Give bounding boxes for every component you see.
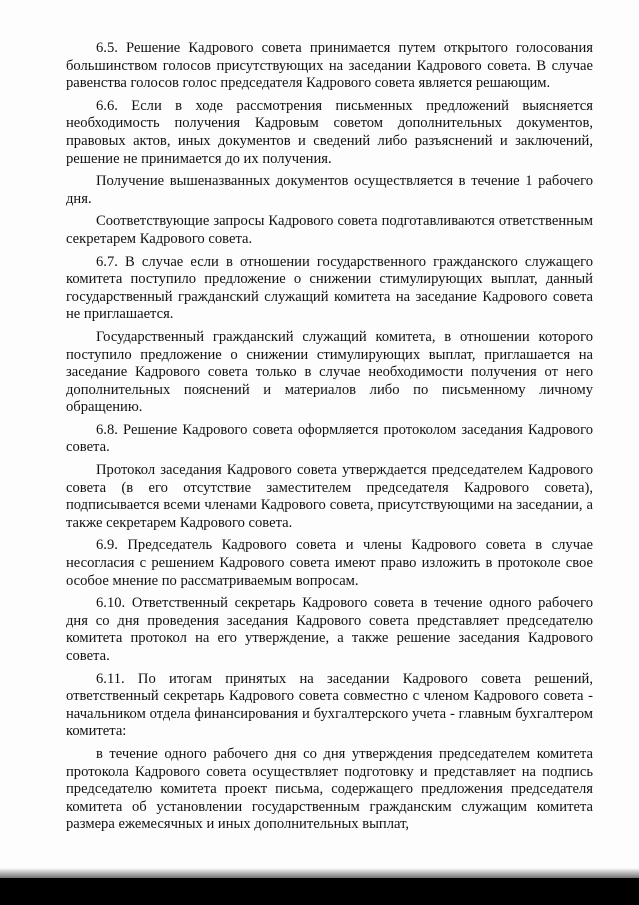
paragraph-6-7-invitation: Государственный гражданский служащий комитета, в отношении которого поступило предложение о снижении стимулирующих выплат, приглашается на заседание Кадрового совета только в случае необходимости получения от него дополнительных пояснений и материалов либо по письменному личному обращению. xyxy=(66,328,593,416)
paragraph-6-7: 6.7. В случае если в отношении государственного гражданского служащего комитета поступило предложение о снижении стимулирующих выплат, данный государственный гражданский служащий комитета на заседание Кадрового совета не приглашается. xyxy=(66,253,593,323)
paragraph-6-11: 6.11. По итогам принятых на заседании Кадрового совета решений, ответственный секретарь Кадрового совета совместно с членом Кадрового совета - начальником отдела финансирования и бухгалтерского учета - главным бухгалтером комитета: xyxy=(66,670,593,740)
paragraph-6-6-documents-term: Получение вышеназванных документов осуществляется в течение 1 рабочего дня. xyxy=(66,173,593,207)
scan-bottom-edge xyxy=(0,878,639,905)
scan-shadow xyxy=(0,868,639,878)
paragraph-6-5: 6.5. Решение Кадрового совета принимается путем открытого голосования большинством голосов присутствующих на заседании Кадрового совета. В случае равенства голосов голос председателя Кадрового совета является решающим. xyxy=(66,40,593,92)
paragraph-6-8-protocol: Протокол заседания Кадрового совета утверждается председателем Кадрового совета (в его отсутствие заместителем председателя Кадрового совета), подписывается всеми членами Кадрового совета, присутствующими на заседании, а также секретарем Кадрового совета. xyxy=(66,462,593,531)
document-body xyxy=(66,40,593,834)
paragraph-6-9: 6.9. Председатель Кадрового совета и члены Кадрового совета в случае несогласия с решением Кадрового совета имеют право изложить в протоколе свое особое мнение по рассматриваемым вопросам. xyxy=(66,537,593,589)
paragraph-6-8: 6.8. Решение Кадрового совета оформляется протоколом заседания Кадрового совета. xyxy=(66,421,593,456)
paragraph-6-6-requests: Соответствующие запросы Кадрового совета подготавливаются ответственным секретарем Кадрового совета. xyxy=(66,213,593,247)
paragraph-6-6: 6.6. Если в ходе рассмотрения письменных предложений выясняется необходимость получения Кадровым советом дополнительных документов, правовых актов, иных документов и сведений либо разъяснений и заключений, решение не принимается до их получения. xyxy=(66,97,593,167)
paragraph-6-10: 6.10. Ответственный секретарь Кадрового совета в течение одного рабочего дня со дня проведения заседания Кадрового совета представляет председателю комитета протокол на его утверждение, а также решение заседания Кадрового совета. xyxy=(66,595,593,664)
paragraph-6-11-letter: в течение одного рабочего дня со дня утверждения председателем комитета протокола Кадрового совета осуществляет подготовку и представляет на подпись председателю комитета проект письма, содержащего предложения председателя комитета об установлении государственным гражданским служащим комитета размера ежемесячных и иных дополнительных выплат, xyxy=(66,745,593,833)
